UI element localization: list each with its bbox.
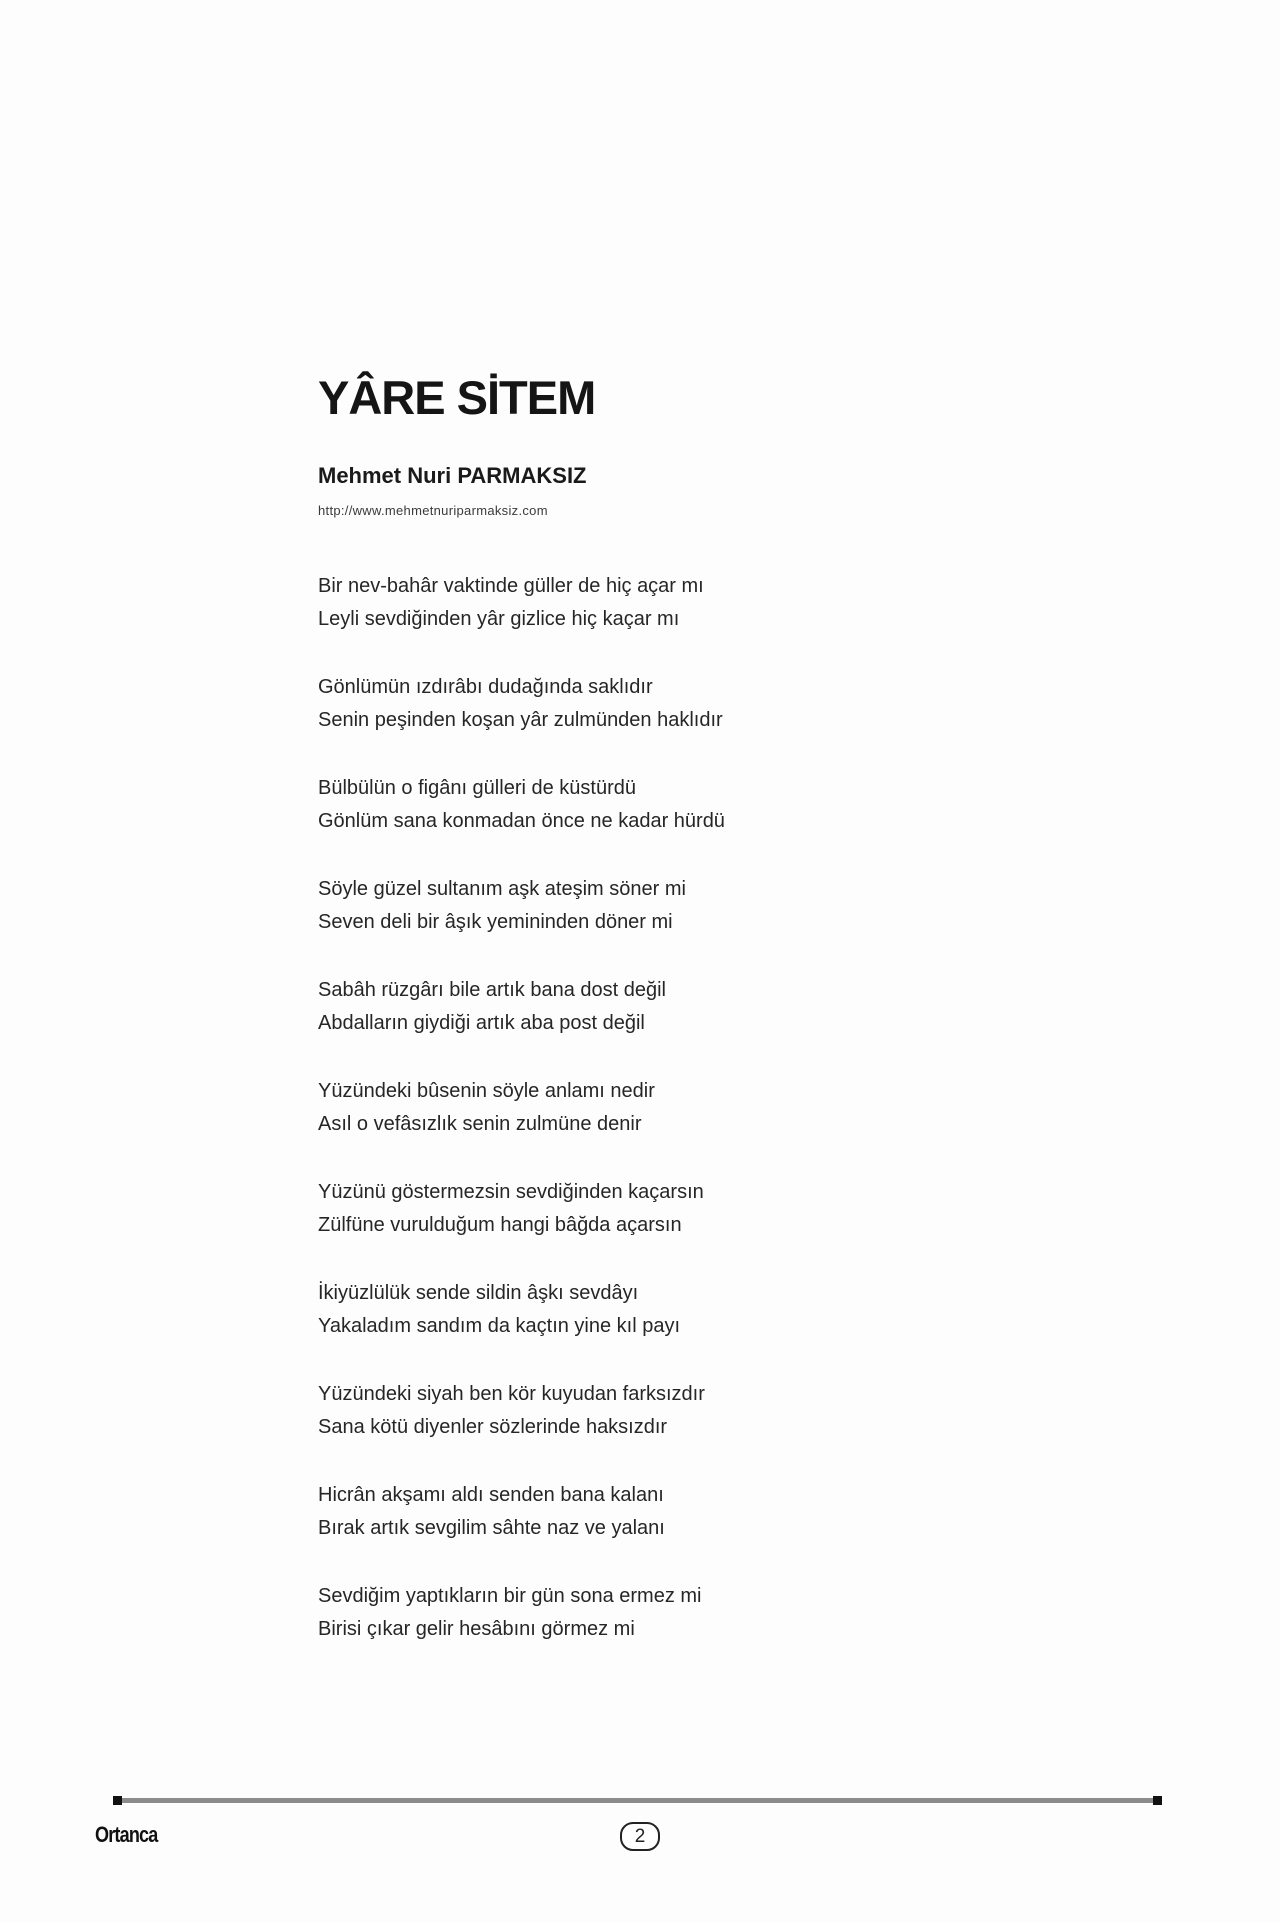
- poem-line: Yüzündeki siyah ben kör kuyudan farksızdır: [318, 1383, 705, 1405]
- poem-stanza: [318, 772, 1038, 838]
- poem-line: Bülbülün o figânı gülleri de küstürdü: [318, 777, 636, 799]
- poem-line: Sana kötü diyenler sözlerinde haksızdır: [318, 1416, 668, 1438]
- poem-stanza: [318, 671, 1038, 737]
- poem-line: Leyli sevdiğinden yâr gizlice hiç kaçar mı: [318, 608, 680, 630]
- poem-line: Bırak artık sevgilim sâhte naz ve yalanı: [318, 1517, 665, 1539]
- poem-stanza: [318, 1176, 1038, 1242]
- poem-stanza: [318, 974, 1038, 1040]
- poem-stanza: [318, 1378, 1038, 1444]
- page-number-badge: [620, 1822, 660, 1851]
- poem-body: [318, 570, 1038, 1646]
- poem-stanza: [318, 873, 1038, 939]
- poem-line: Hicrân akşamı aldı senden bana kalanı: [318, 1484, 664, 1506]
- poem-stanza: [318, 1580, 1038, 1646]
- poem-stanza: [318, 1479, 1038, 1545]
- poem-line: Gönlüm sana konmadan önce ne kadar hürdü: [318, 810, 725, 832]
- page-number: 2: [634, 1825, 646, 1847]
- poem-stanza: [318, 1075, 1038, 1141]
- poem-line: Zülfüne vurulduğum hangi bâğda açarsın: [318, 1214, 682, 1236]
- divider-end-dot-right: [1153, 1796, 1162, 1805]
- footer-book-title: Ortanca: [95, 1822, 158, 1847]
- divider-end-dot-left: [113, 1796, 122, 1805]
- poem-line: Söyle güzel sultanım aşk ateşim söner mi: [318, 878, 686, 900]
- poem-line: Gönlümün ızdırâbı dudağında saklıdır: [318, 676, 653, 698]
- page-title: YÂRE SİTEM: [318, 371, 596, 424]
- poem-line: Senin peşinden koşan yâr zulmünden haklıdır: [318, 709, 723, 731]
- poem-line: Yakaladım sandım da kaçtın yine kıl payı: [318, 1315, 681, 1337]
- author-website-url: http://www.mehmetnuriparmaksiz.com: [318, 503, 548, 518]
- poem-line: Bir nev-bahâr vaktinde güller de hiç açar mı: [318, 575, 704, 597]
- poem-line: Yüzündeki bûsenin söyle anlamı nedir: [318, 1080, 655, 1102]
- poem-stanza: [318, 1277, 1038, 1343]
- poem-line: Seven deli bir âşık yemininden döner mi: [318, 911, 673, 933]
- poem-line: Yüzünü göstermezsin sevdiğinden kaçarsın: [318, 1181, 704, 1203]
- poem-line: Asıl o vefâsızlık senin zulmüne denir: [318, 1113, 642, 1135]
- poem-line: Birisi çıkar gelir hesâbını görmez mi: [318, 1618, 635, 1640]
- poem-line: Sevdiğim yaptıkların bir gün sona ermez mi: [318, 1585, 702, 1607]
- author-name: Mehmet Nuri PARMAKSIZ: [318, 463, 587, 488]
- poem-line: Sabâh rüzgârı bile artık bana dost değil: [318, 979, 666, 1001]
- footer-divider-line: [115, 1798, 1160, 1803]
- poem-content: [318, 370, 1038, 1681]
- poem-line: Abdalların giydiği artık aba post değil: [318, 1012, 645, 1034]
- poem-line: İkiyüzlülük sende sildin âşkı sevdâyı: [318, 1282, 639, 1304]
- poem-stanza: [318, 570, 1038, 636]
